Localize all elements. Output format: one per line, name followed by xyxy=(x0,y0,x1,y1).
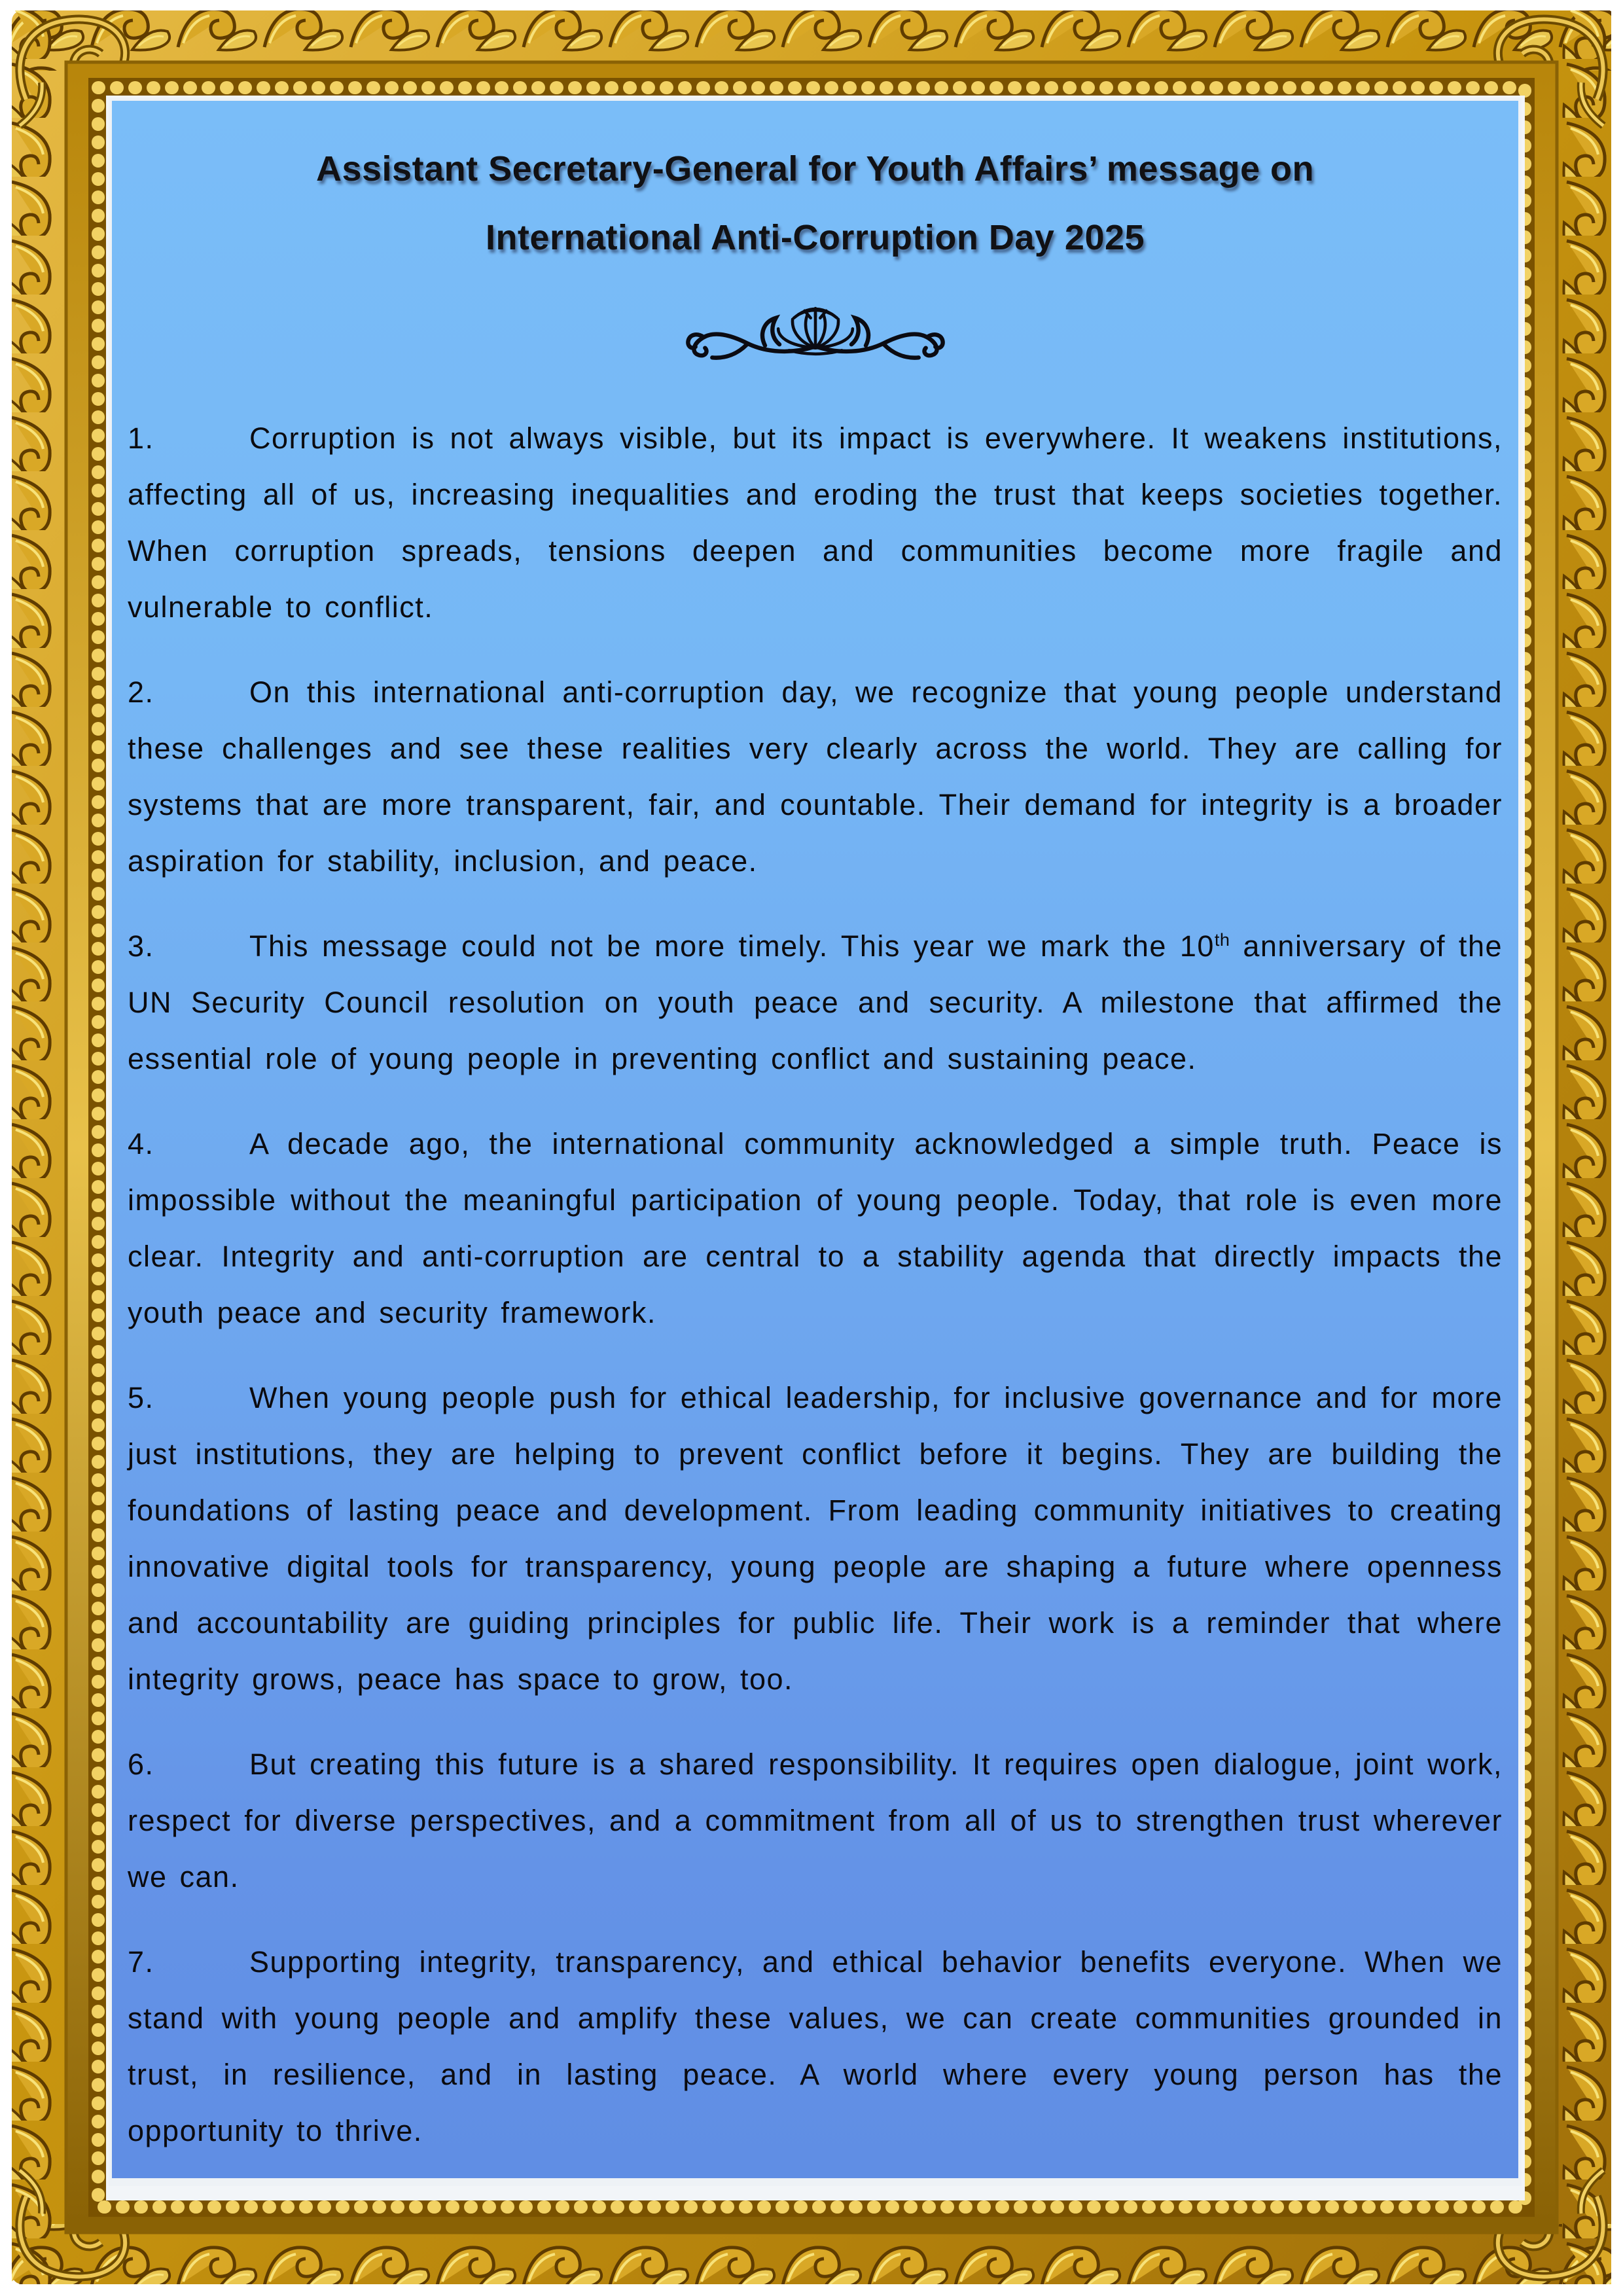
paragraph-4-number: 4. xyxy=(128,1127,154,1160)
paragraph-3-ordinal-suffix: th xyxy=(1214,930,1230,950)
paragraph-3 xyxy=(128,918,1503,1087)
paragraph-4 xyxy=(128,1116,1503,1341)
paragraph-3-text-before: This message could not be more timely. This year we mark the 10 xyxy=(249,929,1215,963)
paragraph-3-text-after: anniversary of the UN Security Council resolution on youth peace and security. A milestone that affirmed the essential role of young people in preventing conflict and sustaining peace. xyxy=(128,929,1503,1075)
letter-page xyxy=(109,98,1522,2186)
paragraph-1 xyxy=(128,410,1503,636)
paragraph-6-number: 6. xyxy=(128,1748,154,1781)
paragraph-5-number: 5. xyxy=(128,1381,154,1414)
paragraph-7 xyxy=(128,1934,1503,2159)
page-title xyxy=(128,135,1503,272)
paragraph-1-number: 1. xyxy=(128,422,154,455)
paragraph-7-text: Supporting integrity, transparency, and ethical behavior benefits everyone. When we stand with young people and amplify these values, we can create communities grounded in trust, in resilience, and in lasting peace. A world where every young person has the opportunity to thrive. xyxy=(128,1945,1503,2147)
paragraph-3-number: 3. xyxy=(128,929,154,963)
paragraph-5 xyxy=(128,1370,1503,1708)
message-body xyxy=(128,410,1503,2159)
paragraph-6-text: But creating this future is a shared responsibility. It requires open dialogue, joint work, respect for diverse perspectives, and a commitment from all of us to strengthen trust wherever we can. xyxy=(128,1748,1503,1893)
paragraph-7-number: 7. xyxy=(128,1945,154,1979)
title-line-1: Assistant Secretary-General for Youth Affairs’ message on xyxy=(315,149,1315,188)
paragraph-5-text: When young people push for ethical leadership, for inclusive governance and for more just institutions, they are helping to prevent conflict before it begins. They are building the foundations of lasting peace and development. From leading community initiatives to creating innovative digital tools for transparency, young people are shaping a future where openness and accountability are guiding principles for public life. Their work is a reminder that where integrity grows, peace has space to grow, too. xyxy=(128,1381,1503,1696)
paragraph-6 xyxy=(128,1736,1503,1905)
paragraph-1-text: Corruption is not always visible, but its impact is everywhere. It weakens institutions, affecting all of us, increasing inequalities and eroding the trust that keeps societies together. When corruption spreads, tensions deepen and communities become more fragile and vulnerable to conflict. xyxy=(128,422,1503,624)
paragraph-2-text: On this international anti-corruption day, we recognize that young people understand these challenges and see these realities very clearly across the world. They are calling for systems that are more transparent, fair, and countable. Their demand for integrity is a broader aspiration for stability, inclusion, and peace. xyxy=(128,675,1503,878)
title-line-2: International Anti-Corruption Day 2025 xyxy=(485,218,1145,257)
paragraph-4-text: A decade ago, the international community acknowledged a simple truth. Peace is impossible without the meaningful participation of young people. Today, that role is even more clear. Integrity and anti-corruption are central to a stability agenda that directly impacts the youth peace and security framework. xyxy=(128,1127,1503,1329)
floral-divider-icon xyxy=(662,295,969,367)
paragraph-2 xyxy=(128,664,1503,889)
paragraph-2-number: 2. xyxy=(128,675,154,709)
